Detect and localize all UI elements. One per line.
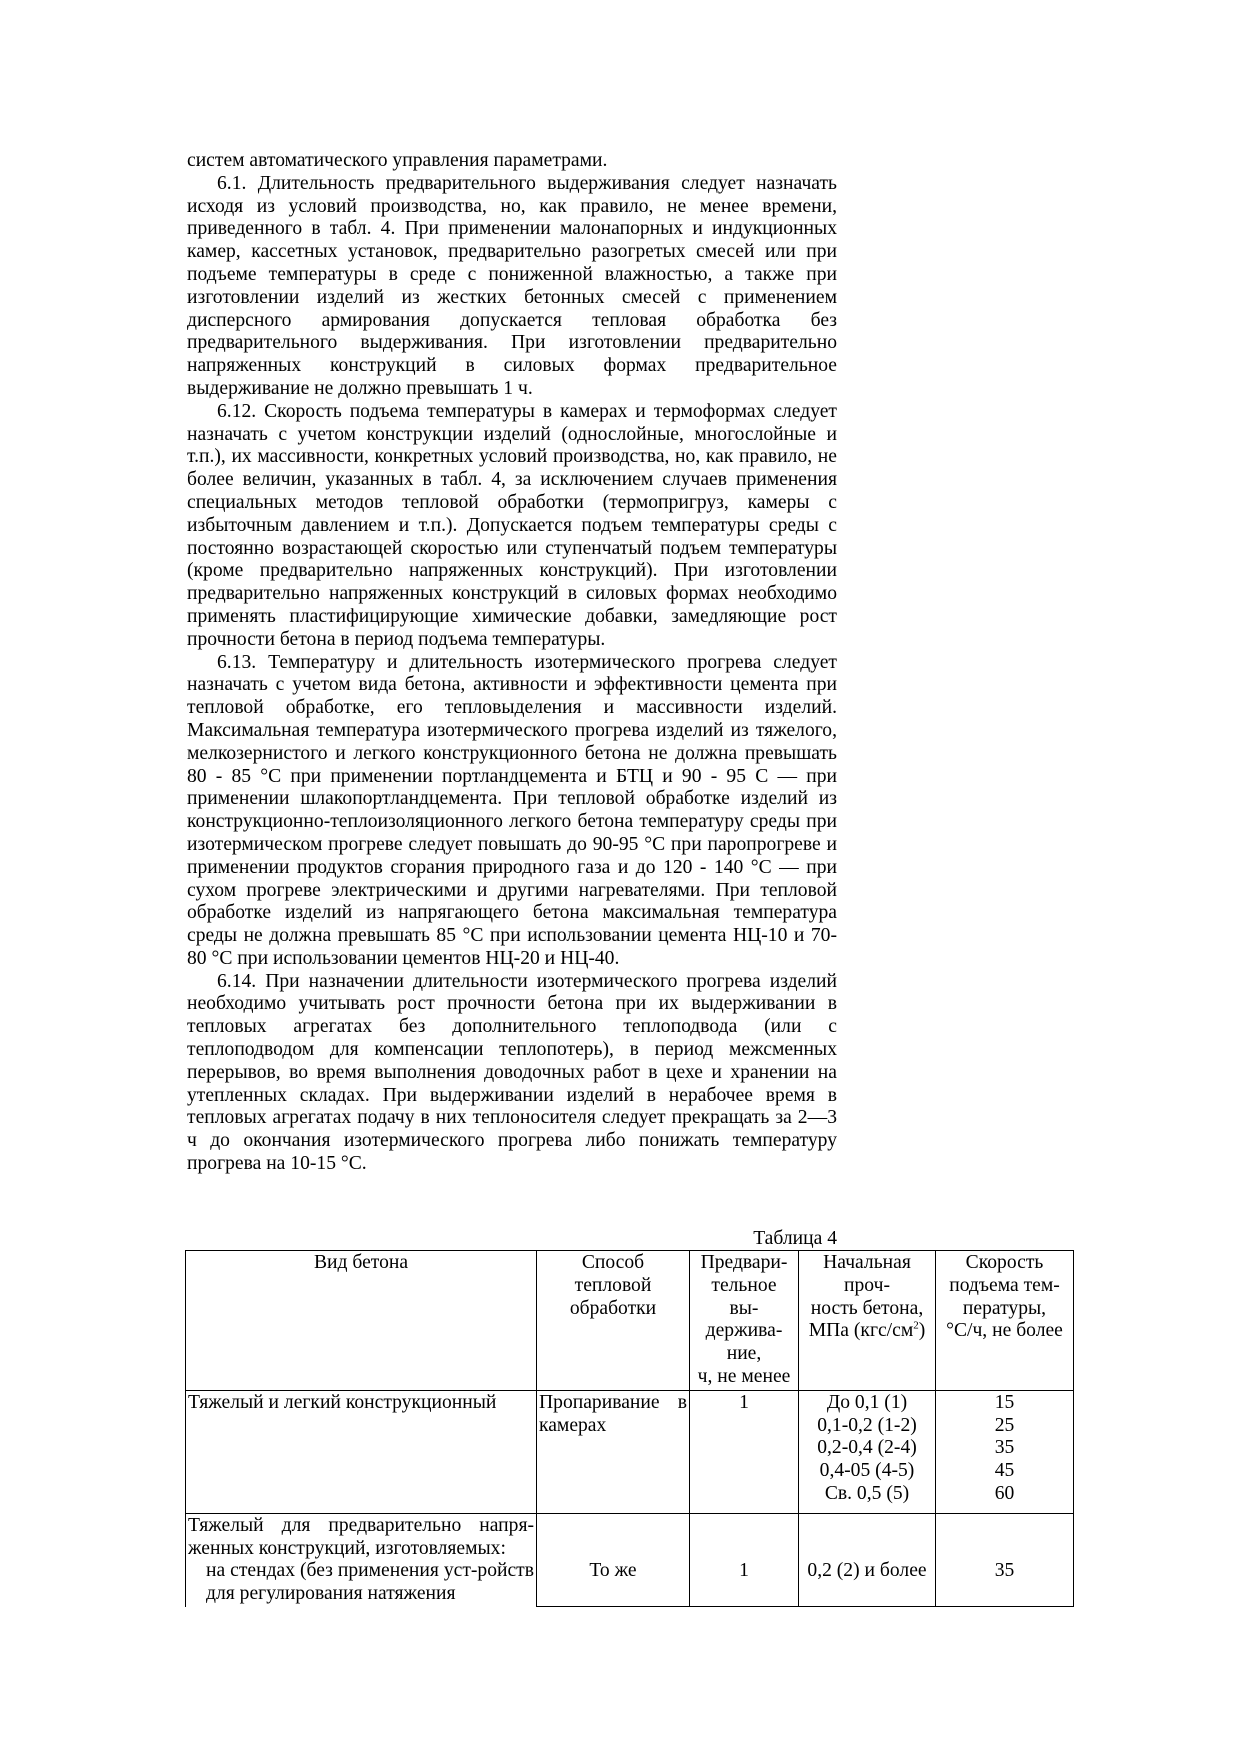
unit-superscript: 2 xyxy=(913,1319,919,1332)
header-line: Скорость xyxy=(965,1252,1044,1273)
table-row xyxy=(186,1390,1074,1513)
cell-heating-rate: 35 xyxy=(936,1513,1074,1607)
paragraph-6-1: 6.1. Длительность предварительного выдерживания следует назначать исходя из условий производства, но, как правило, не менее времени, приведенного в табл. 4. При применении малонапорных и индукционных камер, кассетных установок, предварительно разогретых смесей или при подъеме температуры в среде с пониженной влажностью, а также при изготовлении изделий из жестких бетонных смесей с применением дисперсного армирования допускается тепловая обработка без предварительного выдерживания. При изготовлении предварительно напряженных конструкций в силовых формах предварительное выдерживание не должно превышать 1 ч. xyxy=(187,172,837,399)
unit-text: МПа (кгс/см xyxy=(808,1320,914,1342)
strength-value: 0,4-05 (4-5) xyxy=(819,1460,915,1482)
strength-value: До 0,1 (1) xyxy=(826,1391,908,1413)
paragraph-6-14: 6.14. При назначении длительности изотермического прогрева изделий необходимо учитывать рост прочности бетона при их выдерживании в тепловых агрегатах без дополнительного теплоподвода (или с теплоподводом для компенсации теплопотерь), в период межсменных перерывов, во время выполнения доводочных работ в цехе и хранении на утепленных складах. При выдерживании изделий в нерабочее время в тепловых агрегатах подачу в них теплоносителя следует прекращать за 2—3 ч до окончания изотермического прогрева либо понижать температуру прогрева на 10-15 °С. xyxy=(187,970,837,1175)
header-line: Предвари- xyxy=(700,1252,788,1273)
speed-value: 60 xyxy=(994,1482,1015,1504)
header-initial-strength xyxy=(799,1251,936,1391)
header-line: вы- xyxy=(729,1297,759,1319)
header-line: держива- xyxy=(705,1320,783,1342)
body-text xyxy=(187,150,837,1176)
header-pre-holding xyxy=(690,1251,799,1391)
cell-initial-strength: 0,2 (2) и более xyxy=(799,1513,936,1607)
strength-value: 0,2-0,4 (2-4) xyxy=(817,1437,917,1459)
header-treatment-method xyxy=(537,1251,690,1391)
header-concrete-type-label: Вид бетона xyxy=(313,1252,409,1273)
table-caption: Таблица 4 xyxy=(753,1228,837,1249)
header-line: тепловой xyxy=(574,1274,652,1296)
cell-concrete-type xyxy=(186,1513,537,1607)
header-concrete-type xyxy=(186,1251,537,1391)
header-line: ние, xyxy=(726,1343,762,1365)
cell-pre-holding: 1 xyxy=(690,1513,799,1607)
header-line: ч, не менее xyxy=(697,1365,791,1387)
header-line: Начальная xyxy=(823,1252,911,1273)
table-4 xyxy=(185,1250,1074,1607)
cell-initial-strength xyxy=(799,1390,936,1513)
speed-value: 15 xyxy=(994,1391,1015,1413)
speed-value: 25 xyxy=(994,1414,1015,1436)
header-line: подъема тем- xyxy=(949,1274,1060,1296)
cell-treatment-method: Пропаривание в камерах xyxy=(537,1390,690,1513)
paragraph-continuation: систем автоматического управления параметрами. xyxy=(187,150,608,171)
header-heating-rate xyxy=(936,1251,1074,1391)
strength-value: 0,1-0,2 (1-2) xyxy=(817,1414,917,1436)
cell-treatment-method: То же xyxy=(537,1513,690,1607)
header-line: ность бетона, xyxy=(810,1297,924,1319)
header-line-unit xyxy=(801,1320,933,1343)
concrete-type-main: Тяжелый для предварительно напря-женных конструкций, изготовляемых: xyxy=(188,1514,534,1559)
header-line: обработки xyxy=(569,1297,657,1319)
speed-value: 35 xyxy=(994,1437,1015,1459)
header-line: Способ xyxy=(581,1252,645,1273)
cell-heating-rate xyxy=(936,1390,1074,1513)
strength-value: Св. 0,5 (5) xyxy=(824,1482,910,1504)
speed-value: 45 xyxy=(994,1460,1015,1482)
paragraph-6-13: 6.13. Температуру и длительность изотермического прогрева следует назначать с учетом вида бетона, активности и эффективности цемента при тепловой обработке, его тепловыделения и массивности изделий. Максимальная температура изотермического прогрева изделий из тяжелого, мелкозернистого и легкого конструкционного бетона не должна превышать 80 - 85 °С при применении портландцемента и БТЦ и 90 - 95 С — при применении шлакопортландцемента. При тепловой обработке изделий из конструкционно-теплоизоляционного легкого бетона температуру среды при изотермическом прогреве следует повышать до 90-95 °С при паропрогреве и применении продуктов сгорания природного газа и до 120 - 140 °С — при сухом прогреве электрическими и другими нагревателями. При тепловой обработке изделий из напрягающего бетона максимальная температура среды не должна превышать 85 °С при использовании цемента НЦ-10 и 70-80 °С при использовании цементов НЦ-20 и НЦ-40. xyxy=(187,651,837,969)
header-line: пературы, xyxy=(962,1297,1047,1319)
header-line: тельное xyxy=(711,1274,777,1296)
header-line: проч- xyxy=(844,1274,890,1296)
table-row xyxy=(186,1513,1074,1607)
unit-close: ) xyxy=(918,1320,926,1342)
table-header-row xyxy=(186,1251,1074,1391)
header-line: °С/ч, не более xyxy=(946,1320,1063,1342)
paragraph-6-12: 6.12. Скорость подъема температуры в камерах и термоформах следует назначать с учетом конструкции изделий (однослойные, многослойные и т.п.), их массивности, конкретных условий производства, но, как правило, не более величин, указанных в табл. 4, за исключением случаев применения специальных методов тепловой обработки (термопригруз, камеры с избыточным давлением и т.п.). Допускается подъем температуры среды с постоянно возрастающей скоростью или ступенчатый подъем температуры (кроме предварительно напряженных конструкций). При изготовлении предварительно напряженных конструкций в силовых формах необходимо применять пластифицирующие химические добавки, замедляющие рост прочности бетона в период подъема температуры. xyxy=(187,400,837,650)
cell-concrete-type: Тяжелый и легкий конструкционный xyxy=(186,1390,537,1513)
concrete-type-sub: на стендах (без применения уст-ройств для регулирования натяжения xyxy=(206,1560,534,1605)
cell-pre-holding: 1 xyxy=(690,1390,799,1513)
